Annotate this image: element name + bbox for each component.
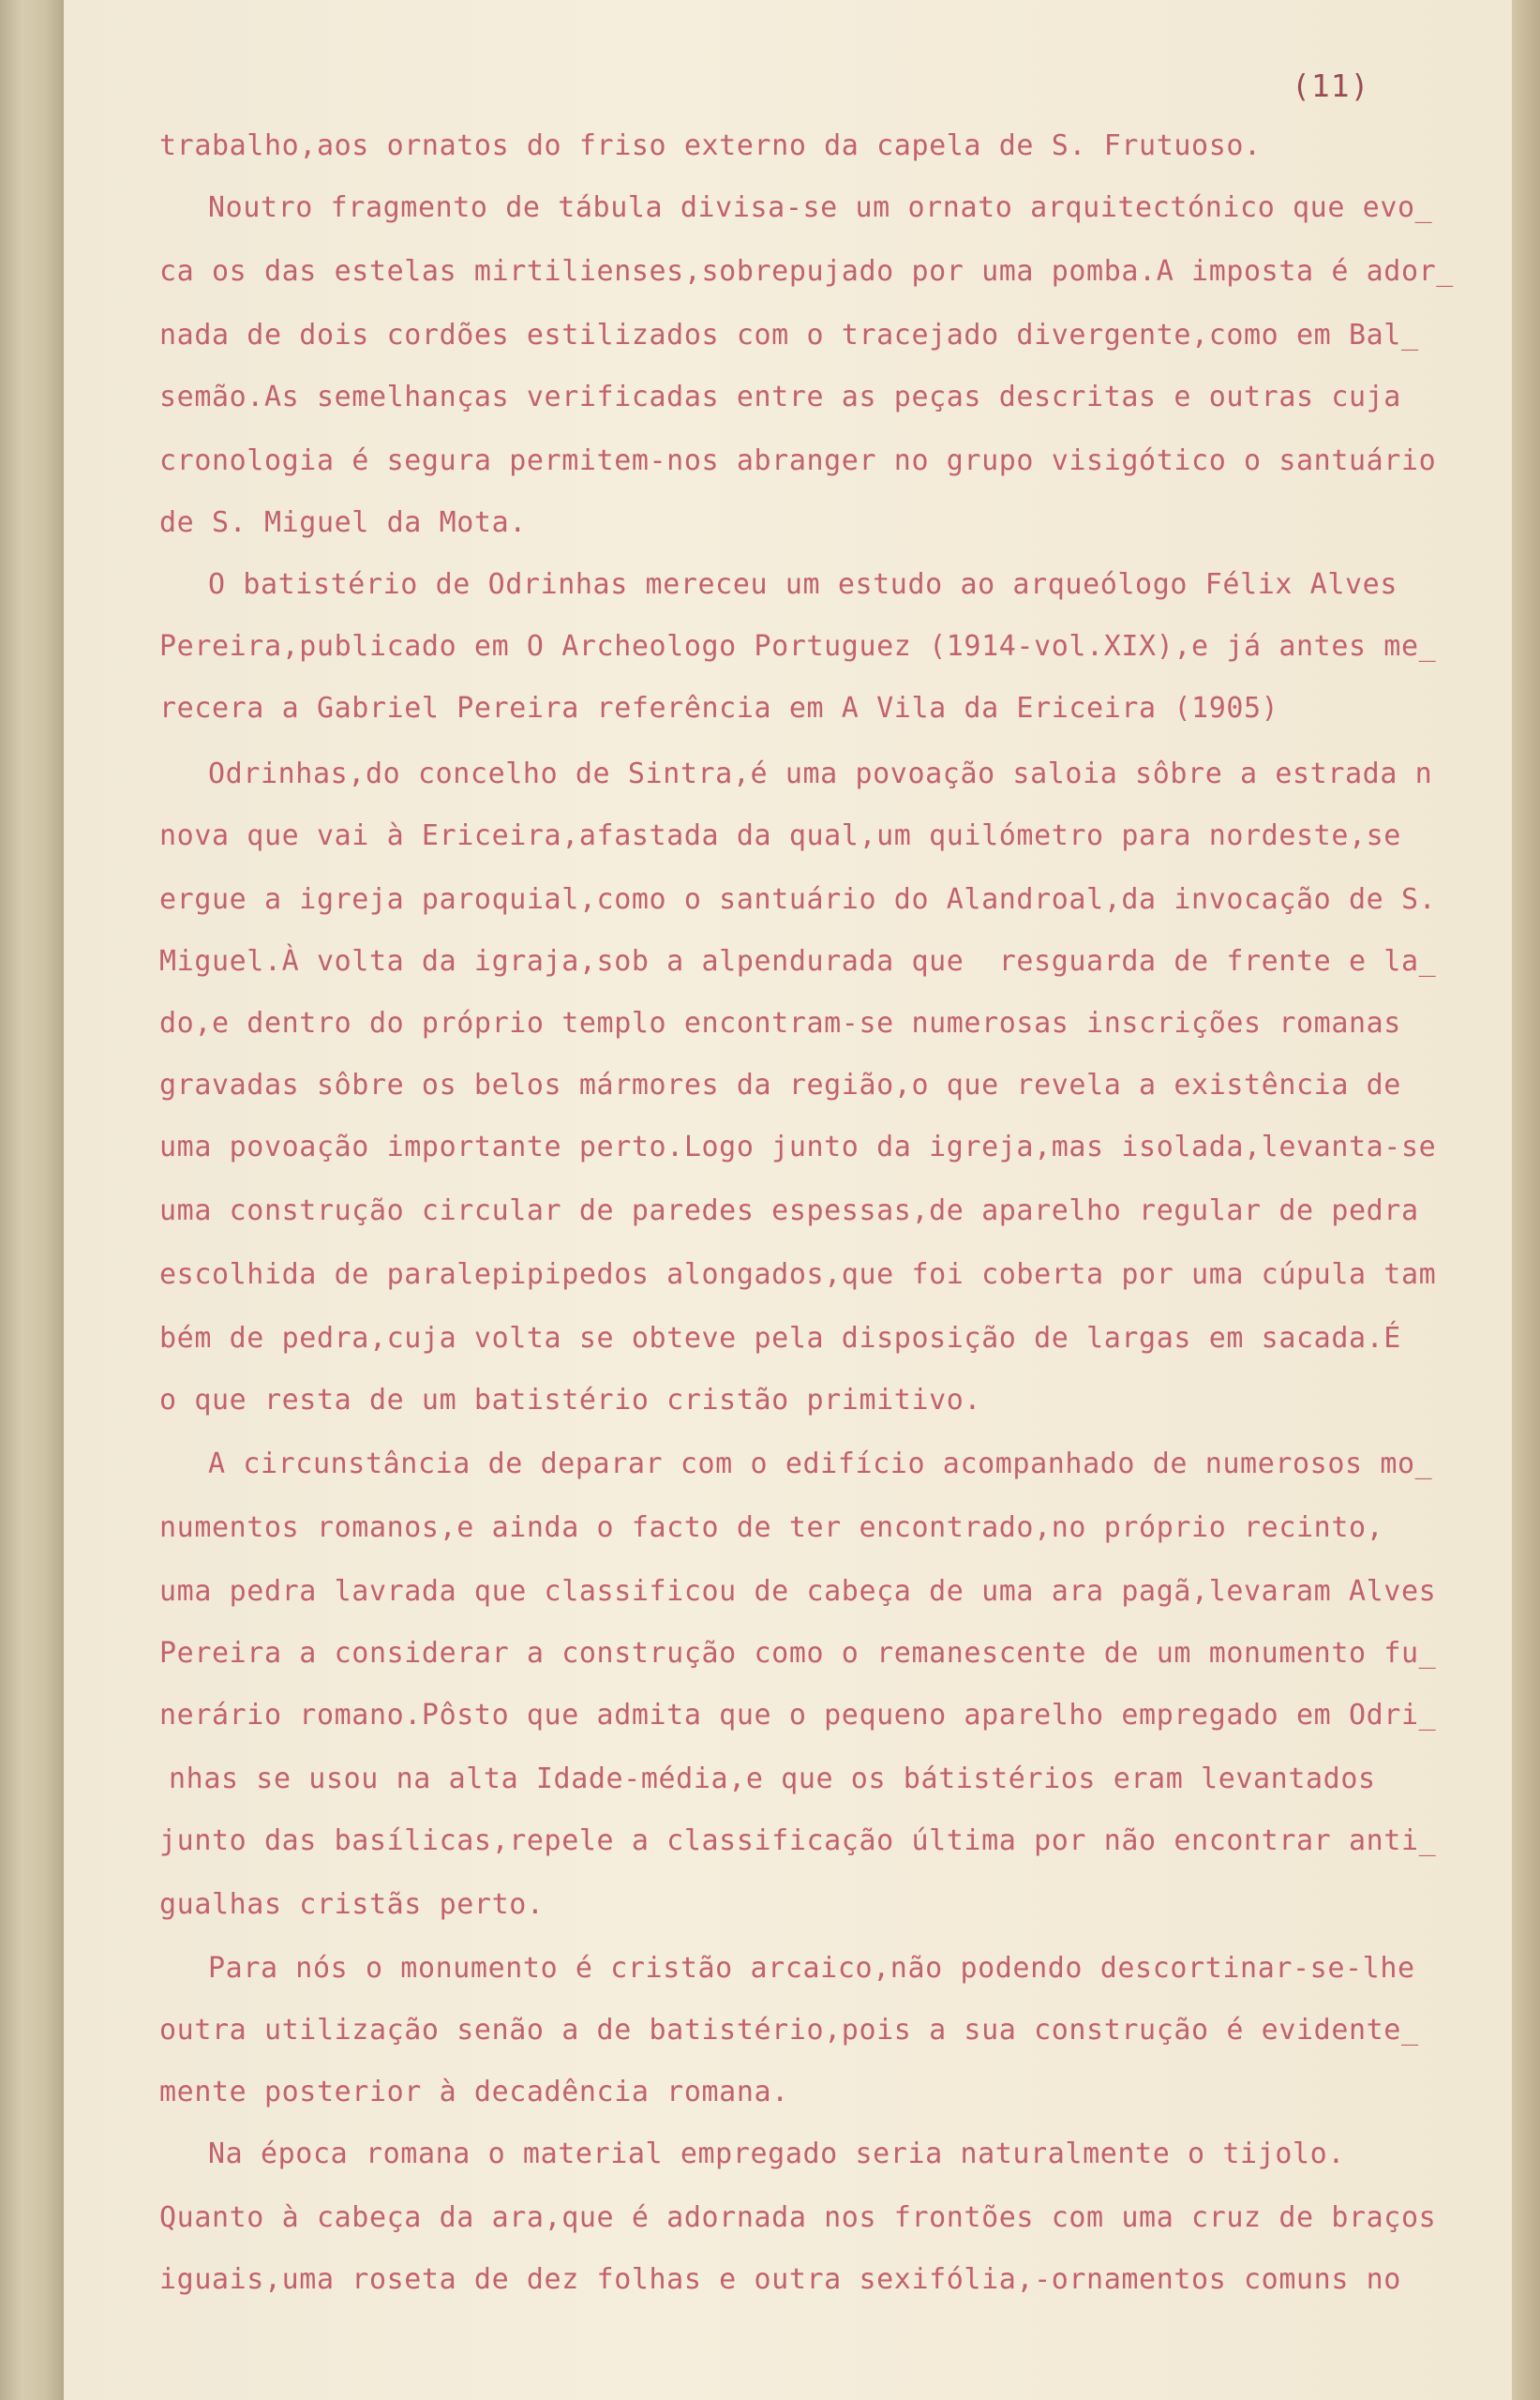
- text-line: A circunstância de deparar com o edifício acompanhado de numerosos mo_: [208, 1448, 1433, 1480]
- text-line: trabalho,aos ornatos do friso externo da capela de S. Frutuoso.: [159, 129, 1262, 162]
- text-line: cronologia é segura permitem-nos abranger no grupo visigótico o santuário: [159, 444, 1437, 477]
- text-line: iguais,uma roseta de dez folhas e outra sexifólia,-ornamentos comuns no: [159, 2263, 1401, 2296]
- text-line: do,e dentro do próprio templo encontram-se numerosas inscrições romanas: [159, 1007, 1401, 1040]
- text-line: uma povoação importante perto.Logo junto da igreja,mas isolada,levanta-se: [159, 1131, 1437, 1163]
- text-line: nhas se usou na alta Idade-média,e que os bátistérios eram levantados: [169, 1762, 1376, 1795]
- text-line: Noutro fragmento de tábula divisa-se um ornato arquitectónico que evo_: [208, 191, 1433, 224]
- text-line: nova que vai à Ericeira,afastada da qual,um quilómetro para nordeste,se: [159, 819, 1401, 852]
- text-line: junto das basílicas,repele a classificação última por não encontrar anti_: [159, 1824, 1437, 1857]
- text-line: outra utilização senão a de batistério,pois a sua construção é evidente_: [159, 2014, 1419, 2047]
- text-line: uma pedra lavrada que classificou de cabeça de uma ara pagã,levaram Alves: [159, 1575, 1437, 1608]
- text-line: recera a Gabriel Pereira referência em A Vila da Ericeira (1905): [159, 692, 1279, 725]
- book-binding-gutter: [0, 0, 66, 2400]
- text-line: numentos romanos,e ainda o facto de ter encontrado,no próprio recinto,: [159, 1511, 1384, 1544]
- text-line: uma construção circular de paredes espessas,de aparelho regular de pedra: [159, 1194, 1419, 1227]
- text-line: de S. Miguel da Mota.: [159, 506, 527, 539]
- text-line: Pereira,publicado em O Archeologo Portuguez (1914-vol.XIX),e já antes me_: [159, 630, 1437, 663]
- text-line: o que resta de um batistério cristão primitivo.: [159, 1384, 982, 1417]
- text-line: Na época romana o material empregado seria naturalmente o tijolo.: [208, 2138, 1345, 2170]
- page-number: (11): [1292, 68, 1370, 104]
- text-line: ca os das estelas mirtilienses,sobrepujado por uma pomba.A imposta é ador_: [159, 255, 1454, 288]
- text-line: O batistério de Odrinhas mereceu um estudo ao arqueólogo Félix Alves: [208, 568, 1398, 601]
- text-line: Para nós o monumento é cristão arcaico,não podendo descortinar-se-lhe: [208, 1952, 1415, 1985]
- text-line: gualhas cristãs perto.: [159, 1888, 545, 1921]
- text-line: Quanto à cabeça da ara,que é adornada nos frontões com uma cruz de braços: [159, 2201, 1437, 2234]
- text-line: mente posterior à decadência romana.: [159, 2076, 789, 2108]
- text-line: nerário romano.Pôsto que admita que o pequeno aparelho empregado em Odri_: [159, 1699, 1437, 1732]
- text-line: nada de dois cordões estilizados com o tracejado divergente,como em Bal_: [159, 319, 1419, 352]
- text-line: bém de pedra,cuja volta se obteve pela disposição de largas em sacada.É: [159, 1322, 1401, 1355]
- page-edge: [1512, 0, 1540, 2400]
- text-line: gravadas sôbre os belos mármores da região,o que revela a existência de: [159, 1069, 1401, 1102]
- text-line: Pereira a considerar a construção como o remanescente de um monumento fu_: [159, 1637, 1437, 1670]
- text-line: Odrinhas,do concelho de Sintra,é uma povoação saloia sôbre a estrada n: [208, 758, 1433, 790]
- text-line: ergue a igreja paroquial,como o santuário do Alandroal,da invocação de S.: [159, 883, 1437, 916]
- text-line: semão.As semelhanças verificadas entre as peças descritas e outras cuja: [159, 381, 1401, 413]
- text-line: escolhida de paralepipipedos alongados,que foi coberta por uma cúpula tam: [159, 1258, 1437, 1291]
- text-line: Miguel.À volta da igraja,sob a alpendurada que resguarda de frente e la_: [159, 945, 1437, 978]
